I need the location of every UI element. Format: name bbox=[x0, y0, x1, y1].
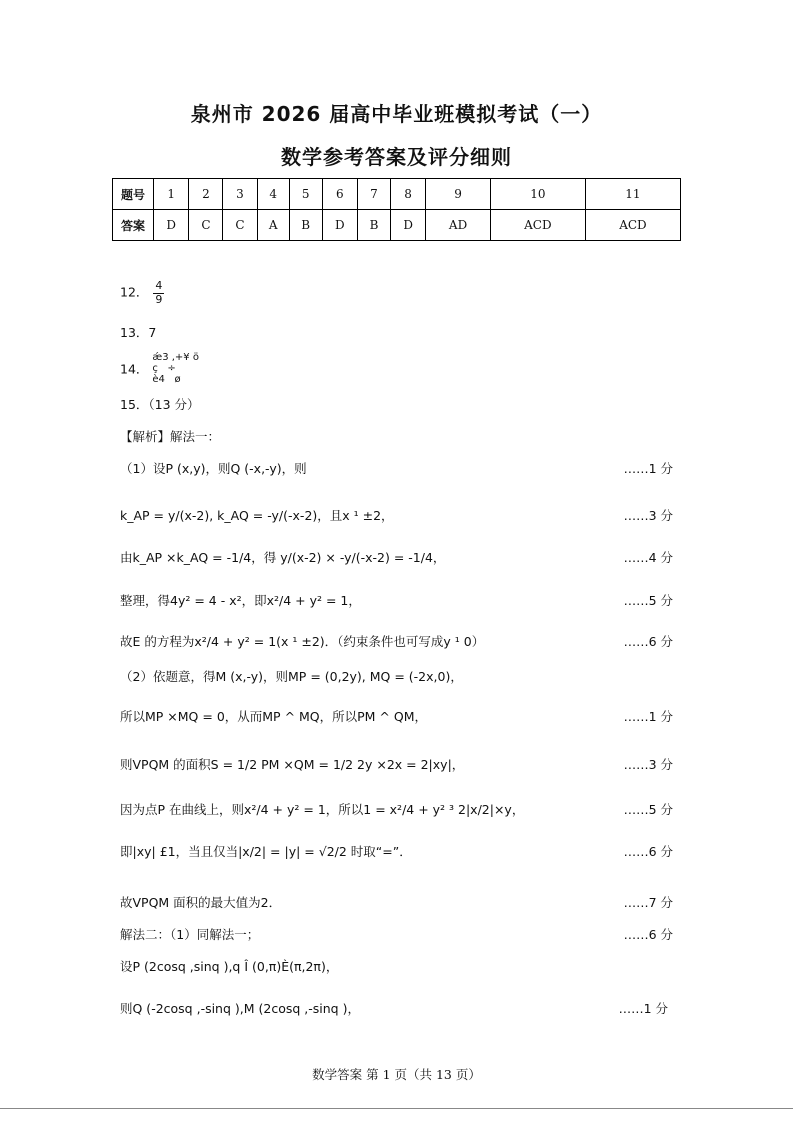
solution-line: （2）依题意，得M (x,-y)，则MP = (0,2y), MQ = (-2x,0)， bbox=[120, 669, 463, 684]
table-cell: 7 bbox=[358, 179, 391, 210]
answer-table bbox=[112, 178, 681, 241]
analysis-heading: 【解析】解法一： bbox=[120, 429, 221, 444]
table-row-numbers bbox=[113, 179, 681, 210]
score-mark: ……3 分 bbox=[623, 508, 673, 523]
answer-14-expr-mid: ç ÷ bbox=[152, 363, 176, 374]
solution-line: 所以MP ×MQ = 0，从而MP ^ MQ，所以PM ^ QM， bbox=[120, 709, 428, 724]
table-header-question-number: 题号 bbox=[113, 179, 154, 210]
table-cell: 1 bbox=[154, 179, 189, 210]
table-cell: 9 bbox=[426, 179, 490, 210]
solution-line: k_AP = y/(x-2), k_AQ = -y/(-x-2)，且x ¹ ±2， bbox=[120, 508, 394, 523]
solution-line: 则VPQM 的面积S = 1/2 PM ×QM = 1/2 2y ×2x = 2|xy|， bbox=[120, 757, 465, 772]
answer-12 bbox=[120, 280, 165, 306]
table-cell: AD bbox=[426, 210, 490, 241]
solution-line: 设P (2cosq ,sinq ),q Î (0,π)È(π,2π)， bbox=[120, 959, 339, 974]
score-mark: ……3 分 bbox=[623, 757, 673, 772]
score-mark: ……4 分 bbox=[623, 550, 673, 565]
answer-12-label: 12． bbox=[120, 284, 149, 300]
answer-14-expr-bottom: è4 ø bbox=[152, 374, 181, 385]
solution-line: 由k_AP ×k_AQ = -1/4，得 y/(x-2) × -y/(-x-2) = -1/4， bbox=[120, 550, 446, 565]
table-cell: A bbox=[257, 210, 289, 241]
solution-line: 解法二：（1）同解法一； bbox=[120, 927, 260, 942]
fraction-denominator: 9 bbox=[155, 292, 163, 306]
table-cell: ACD bbox=[585, 210, 680, 241]
table-cell: C bbox=[189, 210, 223, 241]
answer-14-expr-top: ǽ3 ,+¥ ö bbox=[152, 352, 199, 363]
answer-14-label: 14． bbox=[120, 361, 149, 377]
table-cell: D bbox=[322, 210, 357, 241]
bottom-divider bbox=[0, 1108, 793, 1109]
table-cell: 3 bbox=[223, 179, 257, 210]
score-mark: ……1 分 bbox=[618, 1001, 668, 1016]
answer-14 bbox=[120, 352, 199, 385]
solution-line: 整理，得4y² = 4 - x²，即x²/4 + y² = 1， bbox=[120, 593, 361, 608]
table-cell: 6 bbox=[322, 179, 357, 210]
table-cell: 5 bbox=[289, 179, 322, 210]
answer-13: 13．7 bbox=[120, 325, 157, 340]
exam-title: 泉州市 2026 届高中毕业班模拟考试（一） bbox=[190, 102, 603, 126]
answer-15-header: 15．（13 分） bbox=[120, 397, 200, 412]
score-mark: ……1 分 bbox=[623, 709, 673, 724]
fraction-numerator: 4 bbox=[155, 279, 163, 292]
score-mark: ……7 分 bbox=[623, 895, 673, 910]
score-mark: ……6 分 bbox=[623, 844, 673, 859]
table-cell: D bbox=[390, 210, 425, 241]
solution-line: （1）设P (x,y)，则Q (-x,-y)，则 bbox=[120, 461, 307, 476]
score-mark: ……6 分 bbox=[623, 634, 673, 649]
solution-line: 故VPQM 面积的最大值为2． bbox=[120, 895, 282, 910]
solution-line: 则Q (-2cosq ,-sinq ),M (2cosq ,-sinq )， bbox=[120, 1001, 360, 1016]
table-cell: 2 bbox=[189, 179, 223, 210]
table-header-answer: 答案 bbox=[113, 210, 154, 241]
table-cell: C bbox=[223, 210, 257, 241]
solution-line: 即|xy| £1，当且仅当|x/2| = |y| = √2/2 时取“=”． bbox=[120, 844, 412, 859]
score-mark: ……5 分 bbox=[623, 593, 673, 608]
table-row-answers bbox=[113, 210, 681, 241]
table-cell: 11 bbox=[585, 179, 680, 210]
table-cell: B bbox=[289, 210, 322, 241]
table-cell: B bbox=[358, 210, 391, 241]
table-cell: 8 bbox=[390, 179, 425, 210]
score-mark: ……6 分 bbox=[623, 927, 673, 942]
table-cell: ACD bbox=[490, 210, 585, 241]
table-cell: D bbox=[154, 210, 189, 241]
solution-line: 故E 的方程为x²/4 + y² = 1(x ¹ ±2)．（约束条件也可写成y ¹ 0） bbox=[120, 634, 485, 649]
score-mark: ……1 分 bbox=[623, 461, 673, 476]
fraction bbox=[153, 280, 164, 306]
document-subtitle: 数学参考答案及评分细则 bbox=[281, 145, 512, 169]
table-cell: 4 bbox=[257, 179, 289, 210]
table-cell: 10 bbox=[490, 179, 585, 210]
page-footer: 数学答案 第 1 页（共 13 页） bbox=[312, 1067, 481, 1082]
score-mark: ……5 分 bbox=[623, 802, 673, 817]
solution-line: 因为点P 在曲线上，则x²/4 + y² = 1，所以1 = x²/4 + y² ³ 2|x/2|×y， bbox=[120, 802, 525, 817]
